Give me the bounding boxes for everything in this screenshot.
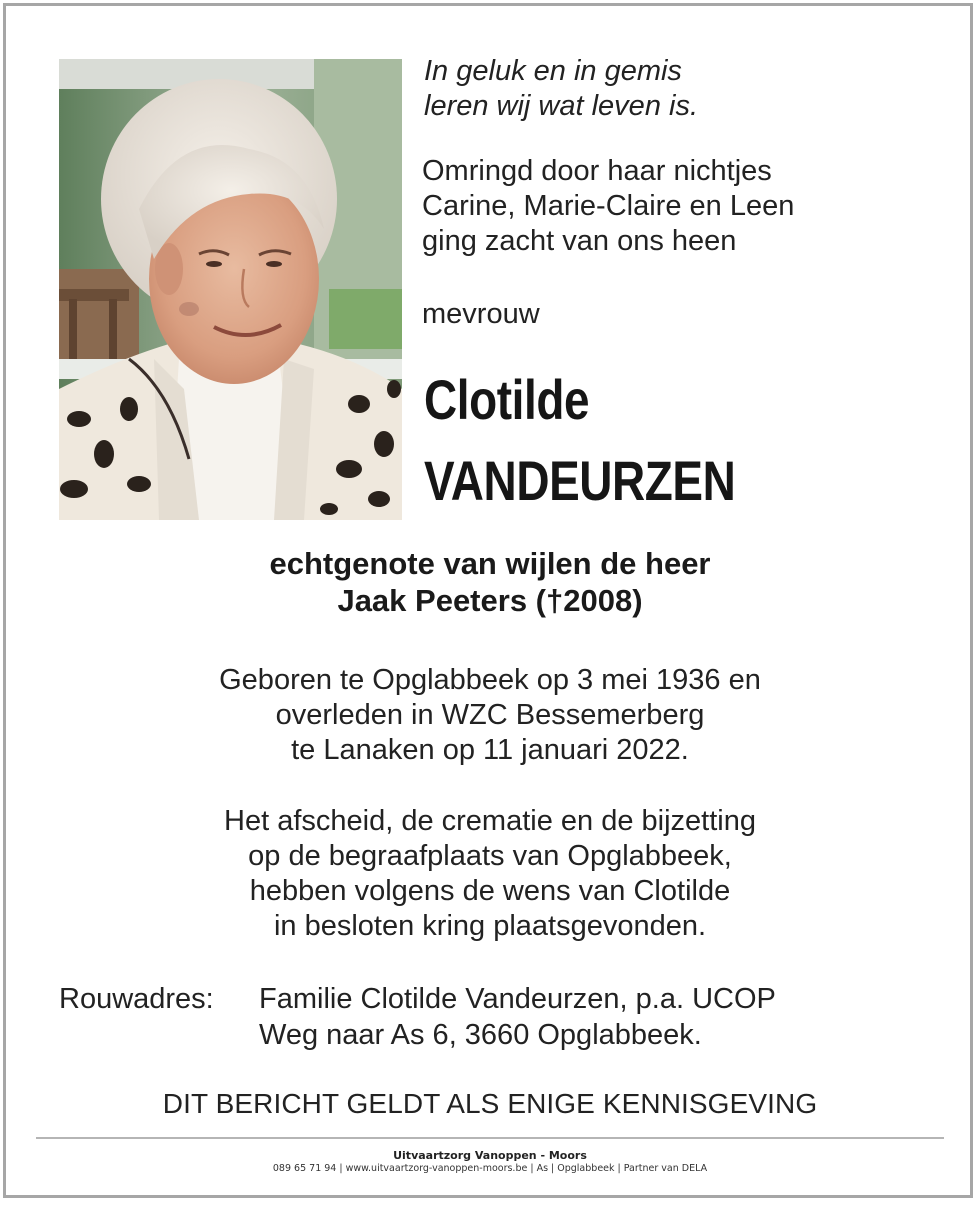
verse-line: leren wij wat leven is. bbox=[424, 90, 698, 122]
footer-company: Uitvaartzorg Vanoppen - Moors bbox=[393, 1149, 587, 1162]
footer-divider bbox=[36, 1137, 944, 1139]
spouse-text bbox=[0, 545, 980, 619]
address-line: Familie Clotilde Vandeurzen, p.a. UCOP bbox=[259, 983, 776, 1015]
verse-line: In geluk en in gemis bbox=[424, 55, 682, 87]
birth-death-line: Geboren te Opglabbeek op 3 mei 1936 en bbox=[219, 664, 761, 696]
portrait-photo bbox=[59, 59, 402, 520]
footer-contact-info: 089 65 71 94 | www.uitvaartzorg-vanoppen-moors.be | As | Opglabbeek | Partner van DELA bbox=[272, 1163, 708, 1174]
farewell-line: op de begraafplaats van Opglabbeek, bbox=[248, 840, 732, 872]
intro-line: Carine, Marie-Claire en Leen bbox=[422, 190, 795, 222]
intro-text bbox=[422, 154, 794, 259]
address-line: Weg naar As 6, 3660 Opglabbeek. bbox=[259, 1019, 702, 1051]
farewell-line: in besloten kring plaatsgevonden. bbox=[273, 910, 707, 942]
intro-line: Omringd door haar nichtjes bbox=[422, 155, 772, 187]
birth-death-line: overleden in WZC Bessemerberg bbox=[275, 699, 705, 731]
spouse-line: echtgenote van wijlen de heer bbox=[269, 546, 711, 581]
honorific: mevrouw bbox=[422, 298, 540, 330]
farewell-line: Het afscheid, de crematie en de bijzetting bbox=[224, 805, 756, 837]
farewell-line: hebben volgens de wens van Clotilde bbox=[249, 875, 731, 907]
address-lines bbox=[259, 981, 776, 1053]
notice-text: DIT BERICHT GELDT ALS ENIGE KENNISGEVING bbox=[162, 1088, 818, 1119]
last-name: VANDEURZEN bbox=[424, 449, 736, 512]
first-name: Clotilde bbox=[424, 368, 590, 431]
farewell-text bbox=[0, 804, 980, 944]
address-label: Rouwadres: bbox=[59, 983, 214, 1015]
spouse-line: Jaak Peeters (†2008) bbox=[337, 583, 643, 618]
poem-verse bbox=[424, 54, 698, 124]
intro-line: ging zacht van ons heen bbox=[422, 225, 737, 257]
birth-death-line: te Lanaken op 11 januari 2022. bbox=[291, 734, 689, 766]
birth-death-text bbox=[0, 663, 980, 768]
